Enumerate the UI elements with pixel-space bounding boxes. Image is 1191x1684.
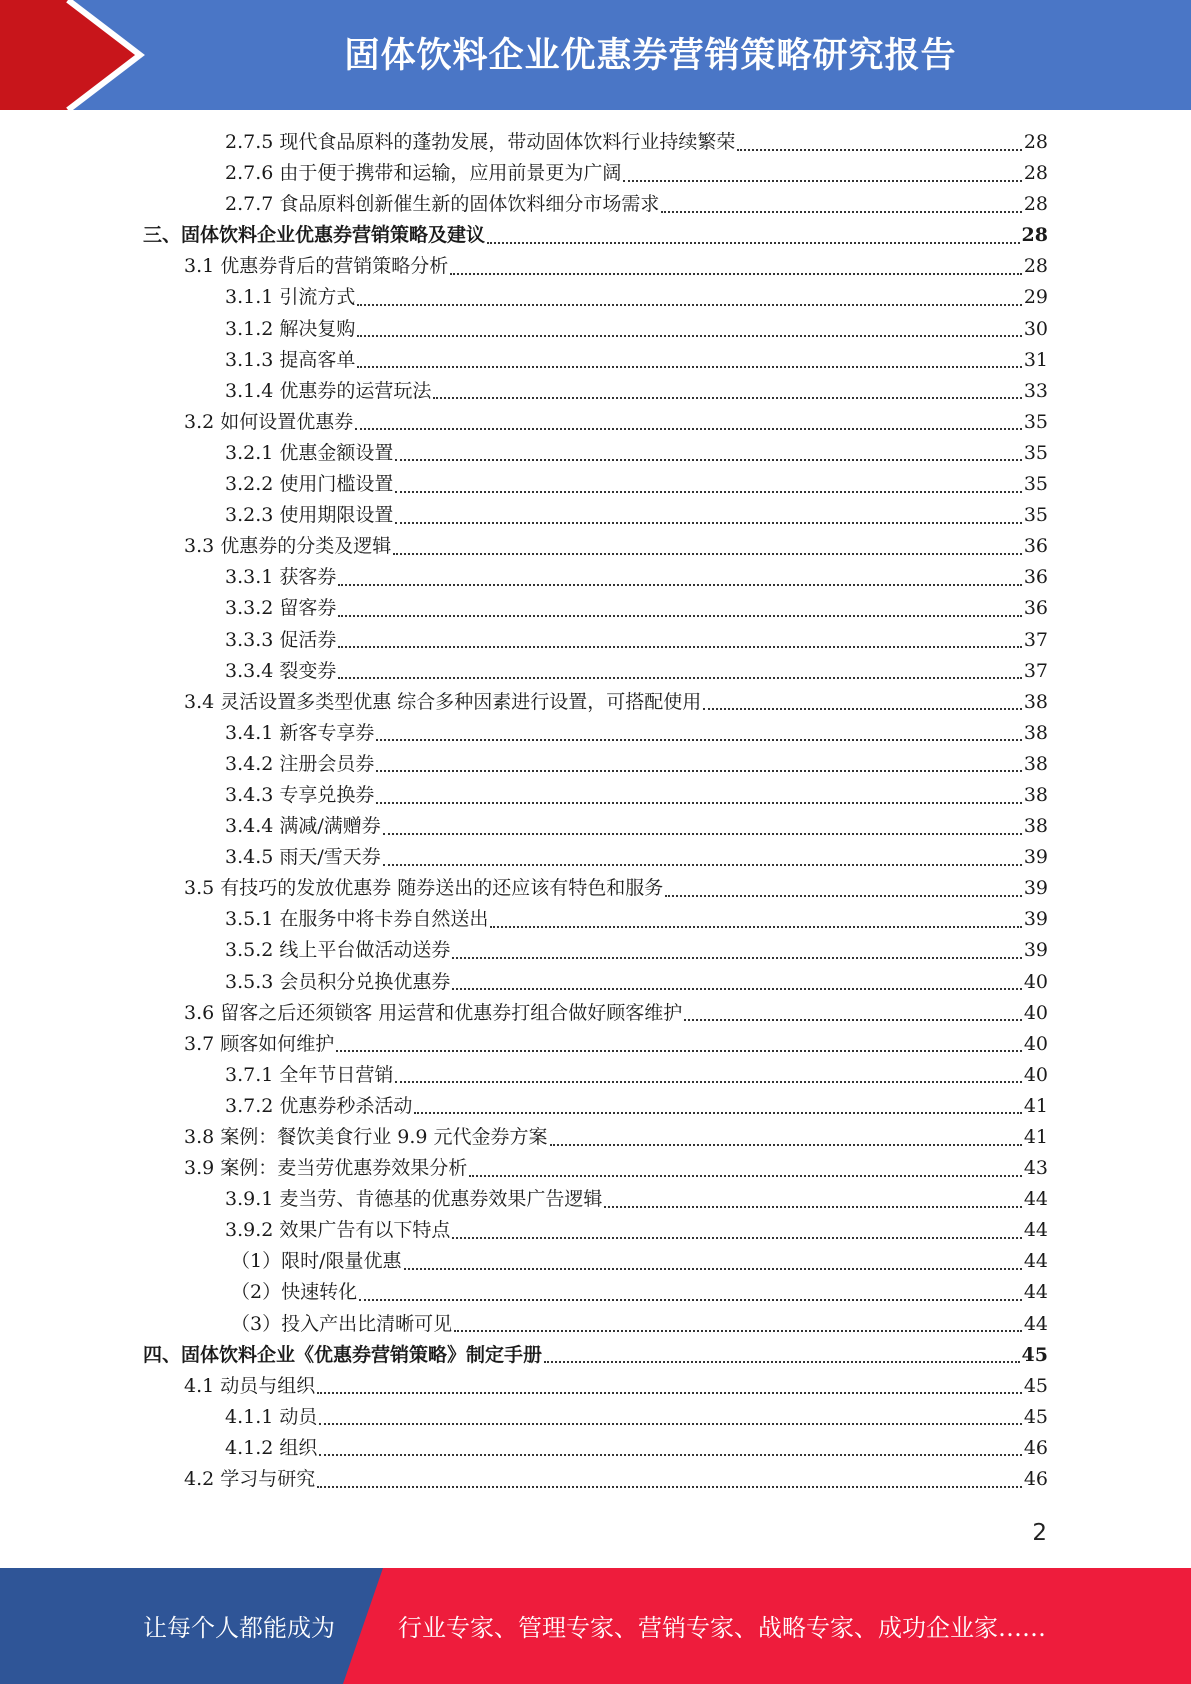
toc-entry-label: 3.5.3 会员积分兑换优惠券 xyxy=(225,970,451,993)
toc-entry[interactable] xyxy=(143,780,1048,811)
toc-entry[interactable] xyxy=(143,282,1048,313)
toc-entry[interactable] xyxy=(143,1122,1048,1153)
toc-entry[interactable] xyxy=(143,407,1048,438)
toc-entry-page: 35 xyxy=(1023,441,1048,464)
toc-dot-leader xyxy=(357,304,1021,306)
toc-entry-label: 3.7.1 全年节日营销 xyxy=(225,1063,394,1086)
toc-dot-leader xyxy=(395,1081,1021,1083)
toc-entry-page: 36 xyxy=(1023,535,1048,558)
toc-entry[interactable] xyxy=(143,1215,1048,1246)
toc-dot-leader xyxy=(376,770,1021,772)
toc-entry-label: 2.7.6 由于便于携带和运输，应用前景更为广阔 xyxy=(225,162,622,185)
toc-entry-page: 36 xyxy=(1023,566,1048,589)
toc-entry-label: 3.4.5 雨天/雪天券 xyxy=(225,846,381,869)
toc-dot-leader xyxy=(450,273,1022,275)
toc-entry-label: 3.3.3 促活券 xyxy=(225,628,337,651)
page-number: 2 xyxy=(1032,1520,1047,1546)
toc-dot-leader xyxy=(338,677,1021,679)
toc-entry-page: 46 xyxy=(1023,1436,1048,1459)
toc-entry[interactable] xyxy=(143,1402,1048,1433)
table-of-contents xyxy=(143,127,1048,1495)
toc-entry-label: 4.2 学习与研究 xyxy=(184,1468,316,1491)
toc-entry[interactable] xyxy=(143,220,1048,251)
toc-entry-page: 40 xyxy=(1023,1063,1048,1086)
toc-entry[interactable] xyxy=(143,314,1048,345)
toc-dot-leader xyxy=(317,1392,1022,1394)
toc-entry[interactable] xyxy=(143,904,1048,935)
toc-entry[interactable] xyxy=(143,1091,1048,1122)
toc-entry-label: 3.1.3 提高客单 xyxy=(225,348,356,371)
toc-entry-label: 3.8 案例：餐饮美食行业 9.9 元代金券方案 xyxy=(184,1126,548,1148)
toc-entry[interactable] xyxy=(143,873,1048,904)
toc-dot-leader xyxy=(383,833,1022,835)
toc-entry-label: 3.5 有技巧的发放优惠券 随券送出的还应该有特色和服务 xyxy=(184,877,664,900)
toc-entry-page: 37 xyxy=(1023,628,1048,651)
toc-dot-leader xyxy=(433,397,1021,399)
toc-entry[interactable] xyxy=(143,1433,1048,1464)
toc-entry-label: 4.1.2 组织 xyxy=(225,1436,318,1459)
toc-entry-label: 3.9 案例：麦当劳优惠券效果分析 xyxy=(184,1157,468,1180)
toc-entry-page: 39 xyxy=(1023,908,1048,931)
toc-entry[interactable] xyxy=(143,1184,1048,1215)
toc-entry-label: 4.1 动员与组织 xyxy=(184,1374,316,1397)
footer-slogan: 让每个人都能成为 xyxy=(143,1614,335,1642)
toc-entry[interactable] xyxy=(143,1371,1048,1402)
toc-entry[interactable] xyxy=(143,500,1048,531)
toc-dot-leader xyxy=(661,211,1021,213)
toc-entry-page: 38 xyxy=(1023,783,1048,806)
toc-entry-page: 28 xyxy=(1021,224,1048,247)
toc-entry[interactable] xyxy=(143,127,1048,158)
toc-dot-leader xyxy=(452,988,1021,990)
toc-entry-label: 3.1.2 解决复购 xyxy=(225,317,356,340)
toc-entry[interactable] xyxy=(143,687,1048,718)
toc-entry-page: 33 xyxy=(1023,379,1048,402)
toc-entry-label: 3.6 留客之后还须锁客 用运营和优惠券打组合做好顾客维护 xyxy=(184,1001,683,1024)
toc-entry-page: 44 xyxy=(1023,1312,1048,1335)
toc-entry-label: 3.3 优惠券的分类及逻辑 xyxy=(184,535,392,558)
toc-entry-page: 29 xyxy=(1023,286,1048,309)
toc-dot-leader xyxy=(355,428,1022,430)
toc-entry[interactable] xyxy=(143,189,1048,220)
toc-entry[interactable] xyxy=(143,1060,1048,1091)
toc-entry-page: 41 xyxy=(1023,1126,1048,1148)
toc-entry-page: 45 xyxy=(1021,1343,1048,1366)
toc-entry-page: 36 xyxy=(1023,597,1048,620)
toc-entry-label: 3.7.2 优惠券秒杀活动 xyxy=(225,1094,413,1117)
toc-entry-page: 44 xyxy=(1023,1250,1048,1273)
toc-dot-leader xyxy=(665,895,1022,897)
report-title: 固体饮料企业优惠券营销策略研究报告 xyxy=(344,36,957,76)
toc-entry-page: 38 xyxy=(1023,752,1048,775)
toc-entry-page: 45 xyxy=(1023,1405,1048,1428)
toc-entry[interactable] xyxy=(143,811,1048,842)
toc-entry-label: （3）投入产出比清晰可见 xyxy=(231,1312,453,1335)
toc-entry-label: 3.1.1 引流方式 xyxy=(225,286,356,309)
toc-entry-page: 28 xyxy=(1023,193,1048,216)
toc-dot-leader xyxy=(357,335,1021,337)
toc-entry-page: 35 xyxy=(1023,410,1048,433)
toc-dot-leader xyxy=(404,1268,1022,1270)
toc-entry-page: 35 xyxy=(1023,473,1048,496)
toc-entry-label: 3.4 灵活设置多类型优惠 综合多种因素进行设置，可搭配使用 xyxy=(184,690,702,713)
toc-entry[interactable] xyxy=(143,376,1048,407)
toc-entry[interactable] xyxy=(143,998,1048,1029)
toc-entry[interactable] xyxy=(143,1029,1048,1060)
toc-entry[interactable] xyxy=(143,251,1048,282)
toc-entry[interactable] xyxy=(143,1246,1048,1277)
toc-dot-leader xyxy=(414,1112,1021,1114)
toc-entry-label: 3.9.1 麦当劳、肯德基的优惠券效果广告逻辑 xyxy=(225,1188,603,1211)
toc-entry-page: 43 xyxy=(1023,1157,1048,1180)
toc-dot-leader xyxy=(623,180,1021,182)
toc-entry-label: 3.2.2 使用门槛设置 xyxy=(225,473,394,496)
toc-dot-leader xyxy=(395,459,1021,461)
toc-dot-leader xyxy=(317,1486,1022,1488)
toc-entry-label: 3.3.2 留客券 xyxy=(225,597,337,620)
page-header xyxy=(0,0,1191,110)
toc-entry-page: 39 xyxy=(1023,846,1048,869)
toc-entry[interactable] xyxy=(143,1340,1048,1371)
toc-dot-leader xyxy=(490,926,1021,928)
toc-entry-page: 35 xyxy=(1023,504,1048,527)
toc-entry[interactable] xyxy=(143,345,1048,376)
toc-entry-page: 28 xyxy=(1023,255,1048,278)
toc-dot-leader xyxy=(319,1423,1021,1425)
toc-entry-label: 3.5.1 在服务中将卡券自然送出 xyxy=(225,908,489,931)
toc-entry-page: 38 xyxy=(1023,721,1048,744)
toc-entry-page: 40 xyxy=(1023,1032,1048,1055)
toc-entry-page: 44 xyxy=(1023,1281,1048,1304)
toc-entry[interactable] xyxy=(143,1464,1048,1495)
page-footer xyxy=(0,1568,1191,1684)
toc-dot-leader xyxy=(604,1206,1021,1208)
toc-dot-leader xyxy=(737,149,1021,151)
toc-dot-leader xyxy=(338,646,1021,648)
toc-dot-leader xyxy=(544,1361,1020,1363)
toc-dot-leader xyxy=(376,739,1021,741)
toc-entry[interactable] xyxy=(143,935,1048,966)
toc-entry-label: 3.4.2 注册会员券 xyxy=(225,752,375,775)
toc-dot-leader xyxy=(452,1237,1021,1239)
toc-dot-leader xyxy=(684,1019,1022,1021)
toc-entry-label: 3.4.4 满减/满赠券 xyxy=(225,815,381,838)
toc-entry-label: 3.2 如何设置优惠券 xyxy=(184,410,354,433)
toc-entry-label: 三、固体饮料企业优惠券营销策略及建议 xyxy=(143,224,486,247)
toc-entry[interactable] xyxy=(143,1309,1048,1340)
toc-entry[interactable] xyxy=(143,562,1048,593)
toc-dot-leader xyxy=(336,1050,1022,1052)
toc-entry-page: 44 xyxy=(1023,1188,1048,1211)
toc-entry-page: 40 xyxy=(1023,1001,1048,1024)
toc-entry-label: 3.9.2 效果广告有以下特点 xyxy=(225,1219,451,1242)
toc-entry-label: 3.4.1 新客专享券 xyxy=(225,721,375,744)
toc-entry-page: 38 xyxy=(1023,815,1048,838)
toc-entry[interactable] xyxy=(143,1153,1048,1184)
toc-entry-label: 3.4.3 专享兑换券 xyxy=(225,783,375,806)
toc-entry-page: 30 xyxy=(1023,317,1048,340)
toc-dot-leader xyxy=(452,957,1021,959)
toc-entry[interactable] xyxy=(143,531,1048,562)
toc-entry-label: 3.3.1 获客券 xyxy=(225,566,337,589)
toc-entry-page: 40 xyxy=(1023,970,1048,993)
toc-dot-leader xyxy=(319,1454,1021,1456)
toc-entry-page: 41 xyxy=(1023,1094,1048,1117)
toc-dot-leader xyxy=(383,864,1022,866)
footer-roles: 行业专家、管理专家、营销专家、战略专家、成功企业家…… xyxy=(398,1614,1046,1642)
toc-entry-label: 3.1 优惠券背后的营销策略分析 xyxy=(184,255,449,278)
toc-entry-page: 44 xyxy=(1023,1219,1048,1242)
toc-entry-label: （2）快速转化 xyxy=(231,1281,358,1304)
toc-dot-leader xyxy=(454,1330,1022,1332)
toc-entry-label: （1）限时/限量优惠 xyxy=(231,1250,402,1273)
toc-dot-leader xyxy=(395,491,1021,493)
toc-entry-page: 39 xyxy=(1023,877,1048,900)
toc-entry-page: 45 xyxy=(1023,1374,1048,1397)
toc-entry[interactable] xyxy=(143,1277,1048,1308)
toc-dot-leader xyxy=(359,1299,1022,1301)
toc-entry-label: 3.7 顾客如何维护 xyxy=(184,1032,335,1055)
toc-entry-page: 46 xyxy=(1023,1468,1048,1491)
toc-dot-leader xyxy=(357,366,1021,368)
toc-dot-leader xyxy=(703,708,1022,710)
toc-entry[interactable] xyxy=(143,967,1048,998)
toc-entry-label: 4.1.1 动员 xyxy=(225,1405,318,1428)
toc-dot-leader xyxy=(550,1144,1022,1146)
toc-entry[interactable] xyxy=(143,656,1048,687)
toc-entry-page: 28 xyxy=(1023,162,1048,185)
toc-entry-page: 38 xyxy=(1023,690,1048,713)
toc-entry[interactable] xyxy=(143,469,1048,500)
toc-dot-leader xyxy=(393,553,1022,555)
toc-dot-leader xyxy=(338,615,1021,617)
toc-entry-label: 四、固体饮料企业《优惠券营销策略》制定手册 xyxy=(143,1343,543,1366)
toc-entry-label: 2.7.7 食品原料创新催生新的固体饮料细分市场需求 xyxy=(225,193,660,216)
toc-entry[interactable] xyxy=(143,842,1048,873)
toc-dot-leader xyxy=(487,242,1020,244)
toc-entry[interactable] xyxy=(143,718,1048,749)
toc-entry-page: 28 xyxy=(1023,131,1048,153)
toc-dot-leader xyxy=(469,1175,1022,1177)
toc-entry-page: 39 xyxy=(1023,939,1048,962)
toc-entry-label: 3.2.1 优惠金额设置 xyxy=(225,441,394,464)
toc-entry-label: 2.7.5 现代食品原料的蓬勃发展，带动固体饮料行业持续繁荣 xyxy=(225,131,736,153)
toc-entry-label: 3.2.3 使用期限设置 xyxy=(225,504,394,527)
toc-entry-page: 31 xyxy=(1023,348,1048,371)
toc-dot-leader xyxy=(395,522,1021,524)
toc-entry-label: 3.3.4 裂变券 xyxy=(225,659,337,682)
toc-dot-leader xyxy=(338,584,1021,586)
toc-dot-leader xyxy=(376,802,1021,804)
toc-entry[interactable] xyxy=(143,593,1048,624)
toc-entry-label: 3.1.4 优惠券的运营玩法 xyxy=(225,379,432,402)
toc-entry-page: 37 xyxy=(1023,659,1048,682)
toc-entry[interactable] xyxy=(143,438,1048,469)
toc-entry[interactable] xyxy=(143,158,1048,189)
toc-entry-label: 3.5.2 线上平台做活动送券 xyxy=(225,939,451,962)
toc-entry[interactable] xyxy=(143,749,1048,780)
toc-entry[interactable] xyxy=(143,625,1048,656)
